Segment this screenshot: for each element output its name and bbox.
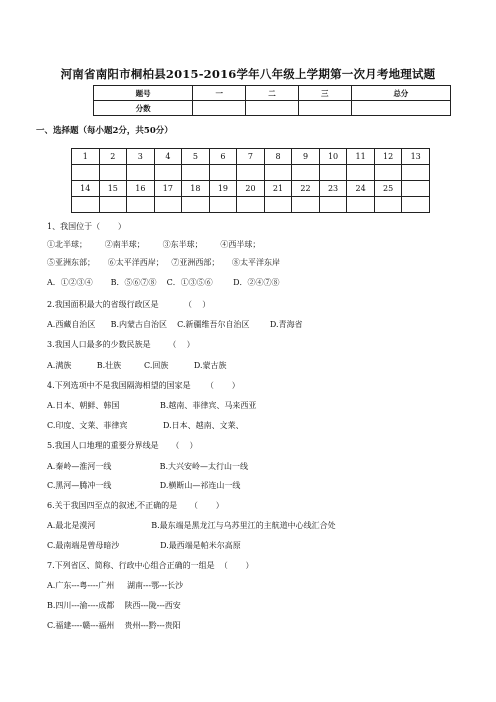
question-line: 7.下列省区、简称、行政中心组合正确的一组是 （ ） — [47, 561, 254, 570]
score-table — [93, 85, 451, 116]
answer-number — [402, 181, 430, 197]
answer-blank[interactable] — [72, 165, 100, 181]
answer-blank[interactable] — [374, 197, 402, 213]
answer-blank[interactable] — [99, 165, 127, 181]
question-line: C.最南端是曾母暗沙 D.最西端是帕米尔高原 — [47, 541, 241, 550]
score-cell — [246, 101, 299, 116]
question-line: A.秦岭—淮河一线 B.大兴安岭—太行山一线 — [47, 462, 249, 471]
answer-blank[interactable] — [292, 165, 320, 181]
answer-blank-row — [72, 197, 430, 213]
answer-number: 6 — [209, 149, 237, 165]
question-line: 3.我国人口最多的少数民族是 （ ） — [47, 340, 195, 349]
answer-number: 8 — [264, 149, 292, 165]
answer-blank[interactable] — [264, 165, 292, 181]
answer-number: 20 — [237, 181, 265, 197]
answer-number: 25 — [374, 181, 402, 197]
answer-number: 21 — [264, 181, 292, 197]
section-heading: 一、选择题（每小题2分，共50分） — [36, 126, 173, 136]
answer-number: 17 — [154, 181, 182, 197]
answer-blank[interactable] — [237, 165, 265, 181]
answer-blank[interactable] — [319, 165, 347, 181]
answer-number: 7 — [237, 149, 265, 165]
answer-blank[interactable] — [72, 197, 100, 213]
answer-blank[interactable] — [99, 197, 127, 213]
question-line: A.广东---粤----广州 湖南---鄂---长沙 — [47, 581, 184, 590]
question-line: 1、我国位于（ ） — [47, 222, 126, 231]
answer-blank[interactable] — [209, 197, 237, 213]
answer-blank[interactable] — [182, 197, 210, 213]
answer-number: 3 — [127, 149, 155, 165]
answer-blank[interactable] — [374, 165, 402, 181]
answer-blank[interactable] — [319, 197, 347, 213]
score-cell — [351, 101, 450, 116]
answer-blank[interactable] — [209, 165, 237, 181]
answer-blank[interactable] — [264, 197, 292, 213]
question-line: 2.我国面积最大的省级行政区是 （ ） — [47, 300, 211, 309]
answer-blank-row — [72, 165, 430, 181]
score-header-cell: 二 — [246, 86, 299, 101]
question-line: A.西藏自治区 B.内蒙古自治区 C.新疆维吾尔自治区 D.青海省 — [47, 320, 303, 329]
score-table-header-row — [94, 86, 451, 101]
score-header-cell: 三 — [298, 86, 351, 101]
answer-blank[interactable] — [127, 197, 155, 213]
answer-grid — [71, 148, 430, 213]
score-row-label: 分数 — [94, 101, 193, 116]
answer-blank[interactable] — [402, 165, 430, 181]
answer-number: 18 — [182, 181, 210, 197]
answer-number: 24 — [347, 181, 375, 197]
answer-blank[interactable] — [347, 165, 375, 181]
answer-blank[interactable] — [292, 197, 320, 213]
score-header-cell: 一 — [193, 86, 246, 101]
score-cell — [193, 101, 246, 116]
question-line: C.印度、文莱、菲律宾 D.日本、越南、文莱、 — [47, 421, 244, 430]
question-line: A.日本、朝鲜、韩国 B.越南、菲律宾、马来西亚 — [47, 401, 257, 410]
answer-number: 10 — [319, 149, 347, 165]
score-header-cell: 总分 — [351, 86, 450, 101]
question-line: C.福建----赣---福州 贵州---黔---贵阳 — [47, 621, 181, 630]
question-line: 6.关于我国四至点的叙述,不正确的是 （ ） — [47, 501, 224, 510]
answer-number: 13 — [402, 149, 430, 165]
answer-number-row — [72, 149, 430, 165]
answer-blank[interactable] — [347, 197, 375, 213]
answer-number-row — [72, 181, 430, 197]
question-line: A．①②③④ B．⑤⑥⑦⑧ C．①③⑤⑥ D．②④⑦⑧ — [47, 278, 280, 287]
answer-number: 2 — [99, 149, 127, 165]
answer-number: 9 — [292, 149, 320, 165]
answer-blank[interactable] — [182, 165, 210, 181]
answer-number: 23 — [319, 181, 347, 197]
answer-number: 5 — [182, 149, 210, 165]
answer-number: 12 — [374, 149, 402, 165]
answer-number: 1 — [72, 149, 100, 165]
question-line: ①北半球； ②南半球； ③东半球； ④西半球； — [47, 240, 261, 249]
answer-number: 14 — [72, 181, 100, 197]
question-line: ⑤亚洲东部； ⑥太平洋西岸； ⑦亚洲西部； ⑧太平洋东岸 — [47, 258, 281, 267]
answer-number: 19 — [209, 181, 237, 197]
score-table-score-row — [94, 101, 451, 116]
answer-number: 16 — [127, 181, 155, 197]
answer-blank[interactable] — [127, 165, 155, 181]
answer-number: 15 — [99, 181, 127, 197]
question-line: 4.下列选项中不是我国隔海相望的国家是 （ ） — [47, 381, 240, 390]
answer-blank[interactable] — [154, 165, 182, 181]
question-line: 5.我国人口地理的重要分界线是 （ ） — [47, 441, 198, 450]
question-line: A.最北是漠河 B.最东端是黑龙江与乌苏里江的主航道中心线汇合处 — [47, 521, 336, 530]
answer-number: 4 — [154, 149, 182, 165]
answer-number: 22 — [292, 181, 320, 197]
answer-blank[interactable] — [154, 197, 182, 213]
question-line: B.四川---渝----成都 陕西---陇---西安 — [47, 601, 181, 610]
question-line: A.满族 B.壮族 C.回族 D.蒙古族 — [47, 361, 227, 370]
score-cell — [298, 101, 351, 116]
score-header-cell: 题号 — [94, 86, 193, 101]
question-line: C.黑河—腾冲一线 D.横断山—祁连山一线 — [47, 481, 241, 490]
document-title: 河南省南阳市桐柏县2015-2016学年八年级上学期第一次月考地理试题 — [60, 67, 436, 81]
answer-number: 11 — [347, 149, 375, 165]
answer-blank[interactable] — [402, 197, 430, 213]
answer-blank[interactable] — [237, 197, 265, 213]
